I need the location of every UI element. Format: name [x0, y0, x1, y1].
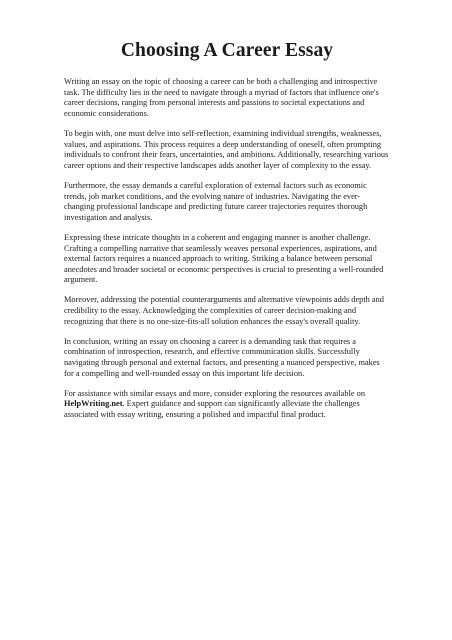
paragraph-external-factors: Furthermore, the essay demands a careful exploration of external factors such as economic trends, job market conditions, and the evolving nature of industries. Navigating the ever-changing professional landscape and predicting future career trajectories requires thorough investigation and analysis.	[64, 180, 368, 222]
paragraph-conclusion: In conclusion, writing an essay on choosing a career is a demanding task that requires a combination of introspection, research, and effective communication skills. Successfully navigating through personal and external factors, and presenting a nuanced perspective, makes for a compelling and well-rounded essay on this important life decision.	[64, 336, 380, 378]
paragraph-closing	[64, 389, 390, 421]
closing-text-before: For assistance with similar essays and more, consider exploring the resources available on	[64, 388, 365, 398]
closing-text-after: . Expert guidance and support can significantly alleviate the challenges associated with essay writing, ensuring a polished and impactful final product.	[64, 399, 360, 419]
paragraph-self-reflection: To begin with, one must delve into self-reflection, examining individual strengths, weaknesses, values, and aspirations. This process requires a deep understanding of oneself, often prompting individuals to confront their fears, uncertainties, and ambitions. Additionally, researching various career options and their respective landscapes adds another layer of complexity to the essay.	[64, 128, 389, 170]
page-title: Choosing A Career Essay	[120, 40, 334, 61]
paragraph-counterarguments: Moreover, addressing the potential counterarguments and alternative viewpoints adds depth and credibility to the essay. Acknowledging the complexities of career decision-making and recognizing that there is no one-size-fits-all solution enhances the essay's overall quality.	[64, 295, 384, 326]
paragraph-intro: Writing an essay on the topic of choosing a career can be both a challenging and introspective task. The difficulty lies in the need to navigate through a myriad of factors that influence one's career decisions, ranging from personal interests and passions to societal expectations and economic considerations.	[64, 77, 379, 118]
helpwriting-site-name: HelpWriting.net	[64, 399, 123, 409]
paragraph-expression: Expressing these intricate thoughts in a coherent and engaging manner is another challenge. Crafting a compelling narrative that seamlessly weaves personal experiences, aspirations, and external factors requires a nuanced approach to writing. Striking a balance between personal anecdotes and broader societal or economic perspectives is crucial to presenting a well-rounded argument.	[64, 232, 384, 285]
